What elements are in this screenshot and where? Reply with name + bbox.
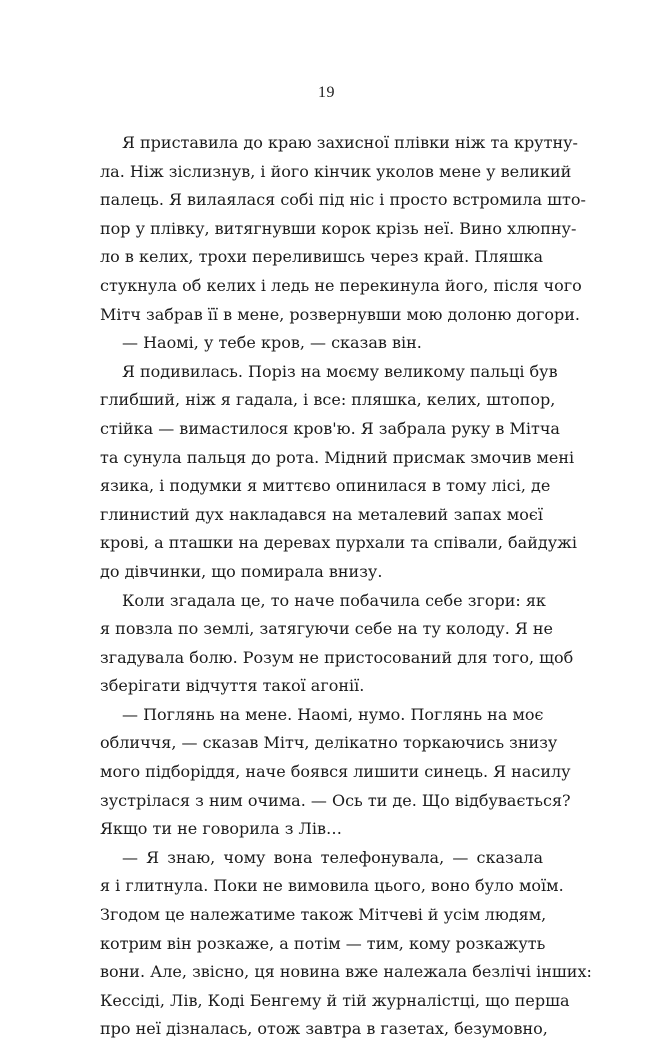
text-line: язика, і подумки я миттєво опинилася в тому лісі, де [100,476,551,496]
text-line: крові, а пташки на деревах пурхали та співали, байдужі [100,533,577,553]
text-line: обличчя, — сказав Мітч, делікатно торкаючись знизу [100,733,558,753]
text-line: зустрілася з ним очима. — Ось ти де. Що відбувається? [100,790,571,810]
text-line: та сунула пальця до рота. Мідний присмак змочив мені [100,447,575,467]
text-line: — Поглянь на мене. Наомі, нумо. Поглянь на моє [122,704,544,724]
text-line: Згодом це належатиме також Мітчеві й усім людям, [100,905,547,925]
text-line: стійка — вимастилося кров'ю. Я забрала руку в Мітча [100,418,560,438]
text-line: ла. Ніж зіслизнув, і його кінчик уколов мене у великий [100,161,572,181]
text-line: — Я знаю, чому вона телефонувала, — сказала [122,847,543,867]
text-line: Якщо ти не говорила з Лів… [100,819,342,839]
text-line: глинистий дух накладався на металевий запах моєї [100,504,543,524]
text-line: Я подивилась. Поріз на моєму великому пальці був [122,361,558,381]
text-line: Мітч забрав її в мене, розвернувши мою долоню догори. [100,304,580,324]
text-line: до дівчинки, що помирала внизу. [100,561,383,581]
body-text [100,129,592,1044]
page-number: 19 [318,84,335,101]
text-line: Коли згадала це, то наче побачила себе згори: як [122,590,546,610]
text-line: Кессіді, Лів, Коді Бенгему й тій журналістці, що перша [100,990,570,1010]
text-line: я і глитнула. Поки не вимовила цього, воно було моїм. [100,876,564,896]
text-line: ло в келих, трохи переливишсь через край. Пляшка [100,247,543,267]
text-line: — Наомі, у тебе кров, — сказав він. [122,333,422,353]
text-line: згадувала болю. Розум не пристосований для того, щоб [100,647,574,667]
text-line: глибший, ніж я гадала, і все: пляшка, келих, штопор, [100,390,556,410]
text-line: палець. Я вилаялася собі під ніс і просто встромила што- [100,190,586,210]
text-line: зберігати відчуття такої агонії. [100,676,365,696]
text-line: котрим він розкаже, а потім — тим, кому розкажуть [100,933,546,953]
text-line: про неї дізналась, отож завтра в газетах, безумовно, [100,1019,548,1039]
text-line: я повзла по землі, затягуючи себе на ту колоду. Я не [100,619,554,639]
text-line: пор у плівку, витягнувши корок крізь неї. Вино хлюпну- [100,218,577,238]
text-line: вони. Але, звісно, ця новина вже належала безлічі інших: [100,962,592,982]
text-line: мого підборіддя, наче боявся лишити синець. Я насилу [100,762,571,782]
text-line: стукнула об келих і ледь не перекинула його, після чого [100,275,582,295]
text-line: Я приставила до краю захисної плівки ніж та крутну- [122,133,578,152]
